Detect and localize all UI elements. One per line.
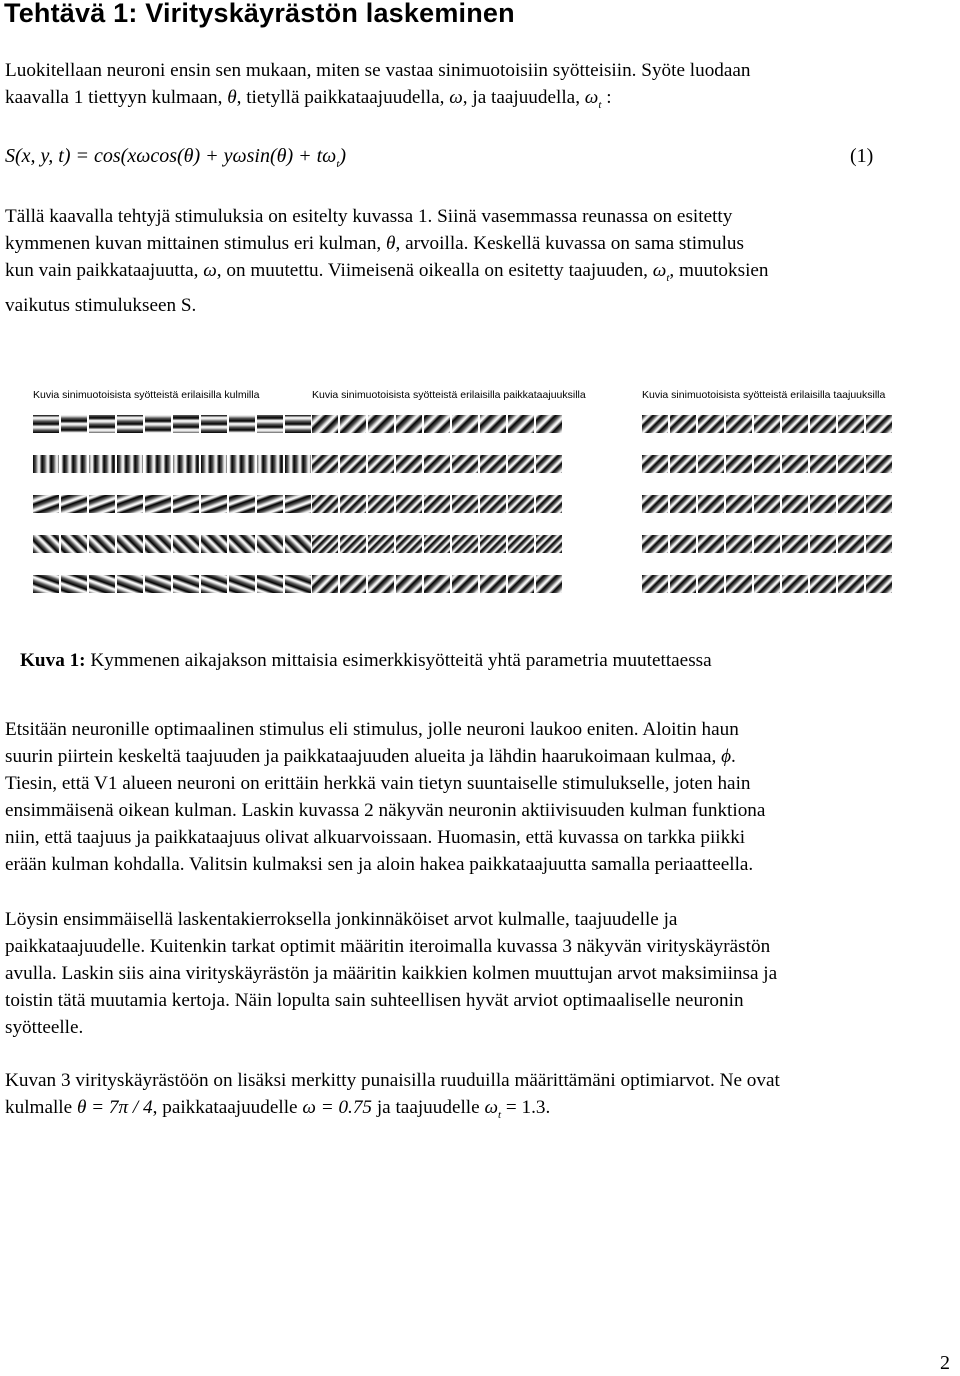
paragraph-iteration (5, 906, 955, 1041)
stimulus-tile (670, 415, 696, 433)
stimulus-tile (396, 535, 422, 553)
stimulus-tile (173, 415, 199, 433)
stimulus-tile (698, 455, 724, 473)
omega-value: ω = 0.75 (302, 1097, 373, 1118)
page-number: 2 (940, 1352, 950, 1374)
stimulus-tile (285, 455, 311, 473)
text-span: ja taajuudelle (372, 1097, 485, 1118)
stimulus-tile (810, 535, 836, 553)
text-span: . (545, 1097, 551, 1118)
stimulus-tile (726, 495, 752, 513)
stimulus-tile (201, 495, 227, 513)
stimulus-tile (726, 575, 752, 593)
stimulus-tile (61, 415, 87, 433)
stimulus-tile (89, 415, 115, 433)
stimulus-tile (480, 575, 506, 593)
stimulus-tile (340, 575, 366, 593)
stimulus-tile (536, 455, 562, 473)
stimulus-tile (229, 495, 255, 513)
equation-number: (1) (850, 145, 874, 167)
stimulus-tile (810, 575, 836, 593)
stimulus-tile (368, 415, 394, 433)
stimulus-tile (312, 535, 338, 553)
stimulus-tile (33, 455, 59, 473)
subscript: t (666, 271, 670, 284)
intro-paragraph (5, 57, 955, 119)
omega-t-symbol: ω (652, 260, 667, 281)
stimulus-tile (480, 535, 506, 553)
stimulus-tile (424, 575, 450, 593)
text-span: kymmenen kuvan mittainen stimulus eri kulman, (5, 233, 387, 254)
stimulus-tile (452, 535, 478, 553)
stimulus-tile (201, 455, 227, 473)
stimulus-tile (480, 495, 506, 513)
theta-value: θ = 7π / 4 (76, 1097, 153, 1118)
stimulus-tile (424, 495, 450, 513)
stimulus-tile (173, 535, 199, 553)
paragraph-figure-description (5, 203, 955, 319)
stimulus-tile (257, 495, 283, 513)
stimulus-tile (508, 575, 534, 593)
stimulus-tile (782, 535, 808, 553)
stimulus-tile (117, 575, 143, 593)
stimulus-tile (285, 415, 311, 433)
text-line (5, 1094, 955, 1129)
stimulus-tile (173, 495, 199, 513)
stimulus-tile (838, 575, 864, 593)
stimulus-tile (642, 415, 668, 433)
stimulus-tile (782, 415, 808, 433)
stimulus-grid (33, 407, 313, 607)
stimulus-tile (782, 495, 808, 513)
stimulus-tile (642, 575, 668, 593)
stimulus-tile (726, 415, 752, 433)
stimulus-tile (340, 455, 366, 473)
stimulus-tile (61, 455, 87, 473)
stimulus-tile (257, 535, 283, 553)
stimulus-tile (838, 535, 864, 553)
text-span: kun vain paikkataajuutta, (5, 260, 204, 281)
stimulus-tile (754, 455, 780, 473)
phi-symbol: ϕ (721, 746, 732, 767)
stimulus-tile (782, 455, 808, 473)
stimulus-tile (145, 535, 171, 553)
omega-t-symbol: ω (484, 1097, 499, 1118)
stimulus-tile (866, 495, 892, 513)
figure-caption (20, 650, 712, 672)
paragraph-results (5, 1067, 955, 1129)
stimulus-tile (642, 535, 668, 553)
stimulus-tile (396, 575, 422, 593)
stimulus-tile (866, 575, 892, 593)
text-line (5, 257, 955, 292)
stimulus-tile (642, 495, 668, 513)
omega-symbol: ω (203, 260, 217, 281)
text-span: suurin piirtein keskeltä taajuuden ja paikkataajuuden alueita ja lähdin haarukoimaan kulmaa, (5, 746, 722, 767)
stimulus-tile (61, 535, 87, 553)
stimulus-tile (33, 535, 59, 553)
stimulus-tile (201, 535, 227, 553)
stimulus-tile (508, 495, 534, 513)
stimulus-tile (642, 455, 668, 473)
text-line: paikkataajuudelle. Kuitenkin tarkat optimit määritin iteroimalla kuvassa 3 näkyvän virityskäyrästön (5, 936, 771, 957)
text-line: Kuvan 3 virityskäyrästöön on lisäksi merkitty punaisilla ruuduilla määrittämäni optimiarvot. Ne ovat (5, 1070, 780, 1091)
stimulus-tile (89, 455, 115, 473)
subscript: t (336, 158, 340, 170)
stimulus-tile (312, 575, 338, 593)
stimulus-tile (536, 575, 562, 593)
text-span: , tietyllä paikkataajuudella, (236, 87, 450, 108)
text-line (5, 84, 955, 119)
stimulus-tile (89, 535, 115, 553)
text-span: . (731, 746, 736, 767)
stimulus-tile (508, 535, 534, 553)
stimulus-tile (810, 495, 836, 513)
stimulus-tile (536, 415, 562, 433)
stimulus-tile (508, 415, 534, 433)
stimulus-tile (285, 575, 311, 593)
text-span: , arvoilla. Keskellä kuvassa on sama stimulus (395, 233, 744, 254)
stimulus-tile (424, 535, 450, 553)
stimulus-tile (838, 455, 864, 473)
stimulus-tile (866, 415, 892, 433)
stimulus-tile (89, 495, 115, 513)
stimulus-tile (257, 575, 283, 593)
stimulus-tile (452, 575, 478, 593)
panel-title: Kuvia sinimuotoisista syötteistä erilaisilla paikkataajuuksilla (312, 389, 586, 401)
stimulus-tile (145, 455, 171, 473)
text-line: erään kulman kohdalla. Valitsin kulmaksi sen ja aloin hakea paikkataajuutta samalla periaatteella. (5, 854, 754, 875)
text-line: avulla. Laskin siis aina virityskäyrästön ja määritin kaikkien kolmen muuttujan arvot maksimiinsa ja (5, 963, 778, 984)
stimulus-tile (229, 575, 255, 593)
stimulus-tile (340, 415, 366, 433)
stimulus-tile (508, 455, 534, 473)
stimulus-tile (173, 455, 199, 473)
caption-text: Kymmenen aikajakson mittaisia esimerkkisyötteitä yhtä parametria muutettaessa (85, 650, 712, 671)
stimulus-tile (229, 455, 255, 473)
stimulus-tile (866, 455, 892, 473)
stimulus-tile (536, 495, 562, 513)
text-span: , on muutettu. Viimeisenä oikealla on esitetty taajuuden, (216, 260, 653, 281)
text-span: kaavalla 1 tiettyyn kulmaan, (5, 87, 228, 108)
stimulus-tile (782, 575, 808, 593)
theta-symbol: θ (227, 87, 237, 108)
text-line: Etsitään neuronille optimaalinen stimulus eli stimulus, jolle neuroni laukoo eniten. Aloitin haun (5, 719, 739, 740)
stimulus-tile (61, 575, 87, 593)
figure-panel-spatial-frequency (312, 389, 586, 607)
stimulus-tile (424, 455, 450, 473)
stimulus-tile (145, 495, 171, 513)
stimulus-tile (89, 575, 115, 593)
stimulus-tile (754, 415, 780, 433)
text-line: Luokitellaan neuroni ensin sen mukaan, miten se vastaa sinimuotoisiin syötteisiin. Syöte luodaan (5, 60, 751, 81)
stimulus-tile (229, 415, 255, 433)
paragraph-method (5, 716, 955, 878)
omega-symbol: ω (449, 87, 463, 108)
stimulus-tile (117, 415, 143, 433)
stimulus-tile (480, 455, 506, 473)
text-span: , paikkataajuudelle (152, 1097, 303, 1118)
stimulus-tile (838, 415, 864, 433)
stimulus-tile (117, 455, 143, 473)
stimulus-tile (480, 415, 506, 433)
stimulus-tile (698, 415, 724, 433)
panel-title: Kuvia sinimuotoisista syötteistä erilaisilla kulmilla (33, 389, 260, 401)
stimulus-tile (396, 415, 422, 433)
stimulus-tile (424, 415, 450, 433)
stimulus-tile (33, 415, 59, 433)
stimulus-tile (698, 575, 724, 593)
stimulus-tile (452, 455, 478, 473)
subscript: t (498, 1108, 502, 1121)
stimulus-tile (312, 415, 338, 433)
stimulus-tile (396, 495, 422, 513)
stimulus-tile (257, 455, 283, 473)
stimulus-tile (285, 535, 311, 553)
text-line: vaikutus stimulukseen S. (5, 294, 197, 316)
text-span: , ja taajuudella, (462, 87, 585, 108)
stimulus-tile (61, 495, 87, 513)
stimulus-tile (670, 455, 696, 473)
stimulus-tile (33, 575, 59, 593)
text-span: , muutoksien (669, 260, 769, 281)
text-line: Tällä kaavalla tehtyjä stimuluksia on esitelty kuvassa 1. Siinä vasemmassa reunassa on esitetty (5, 206, 733, 227)
text-line: toistin tätä muutamia kertoja. Näin lopulta sain suhteellisen hyvät arviot optimaaliselle neuronin (5, 990, 744, 1011)
stimulus-tile (754, 575, 780, 593)
stimulus-tile (145, 575, 171, 593)
stimulus-tile (670, 575, 696, 593)
text-span: kulmalle (5, 1097, 77, 1118)
stimulus-tile (810, 415, 836, 433)
stimulus-tile (312, 495, 338, 513)
stimulus-tile (340, 495, 366, 513)
stimulus-tile (312, 455, 338, 473)
stimulus-tile (117, 535, 143, 553)
omega-t-symbol: ω (584, 87, 599, 108)
stimulus-grid (642, 407, 894, 607)
stimulus-tile (201, 575, 227, 593)
equation-body: S(x, y, t) = cos(xωcos(θ) + yωsin(θ) + tω (5, 145, 337, 167)
stimulus-tile (838, 495, 864, 513)
stimulus-tile (670, 535, 696, 553)
stimulus-tile (201, 415, 227, 433)
stimulus-tile (726, 455, 752, 473)
stimulus-tile (368, 535, 394, 553)
page-title: Tehtävä 1: Virityskäyrästön laskeminen (4, 0, 515, 28)
equation (5, 145, 346, 170)
stimulus-tile (145, 415, 171, 433)
stimulus-tile (726, 535, 752, 553)
figure-panel-frequency (642, 389, 894, 607)
subscript: t (598, 98, 602, 111)
omega-t-value: = 1.3 (501, 1097, 546, 1118)
text-line: ensimmäisenä oikean kulman. Laskin kuvassa 2 näkyvän neuronin aktiivisuuden kulman funktiona (5, 800, 766, 821)
theta-symbol: θ (386, 233, 396, 254)
panel-title: Kuvia sinimuotoisista syötteistä erilaisilla taajuuksilla (642, 389, 886, 401)
text-line: niin, että taajuus ja paikkataajuus olivat alkuarvoissaan. Huomasin, että kuvassa on tarkka piikki (5, 827, 746, 848)
stimulus-tile (117, 495, 143, 513)
stimulus-tile (173, 575, 199, 593)
stimulus-tile (33, 495, 59, 513)
stimulus-tile (754, 535, 780, 553)
stimulus-tile (670, 495, 696, 513)
stimulus-tile (698, 495, 724, 513)
stimulus-tile (536, 535, 562, 553)
stimulus-grid (312, 407, 564, 607)
stimulus-tile (452, 495, 478, 513)
caption-label: Kuva 1: (20, 650, 86, 671)
figure-panel-angles (33, 389, 313, 607)
stimulus-tile (396, 455, 422, 473)
stimulus-tile (698, 535, 724, 553)
stimulus-tile (866, 535, 892, 553)
stimulus-tile (368, 575, 394, 593)
stimulus-tile (754, 495, 780, 513)
equation-end: ) (339, 145, 347, 167)
stimulus-tile (810, 455, 836, 473)
text-line (5, 743, 955, 770)
text-line (5, 230, 955, 257)
stimulus-tile (257, 415, 283, 433)
stimulus-tile (229, 535, 255, 553)
text-span: : (601, 87, 612, 108)
stimulus-tile (368, 455, 394, 473)
stimulus-tile (452, 415, 478, 433)
stimulus-tile (368, 495, 394, 513)
text-line: Löysin ensimmäisellä laskentakierroksella jonkinnäköiset arvot kulmalle, taajuudelle ja (5, 909, 678, 930)
text-line: Tiesin, että V1 alueen neuroni on erittäin herkkä vain tietyn suuntaiselle stimulukselle, joten hain (5, 773, 751, 794)
stimulus-tile (340, 535, 366, 553)
stimulus-tile (285, 495, 311, 513)
text-line: syötteelle. (5, 1017, 84, 1038)
